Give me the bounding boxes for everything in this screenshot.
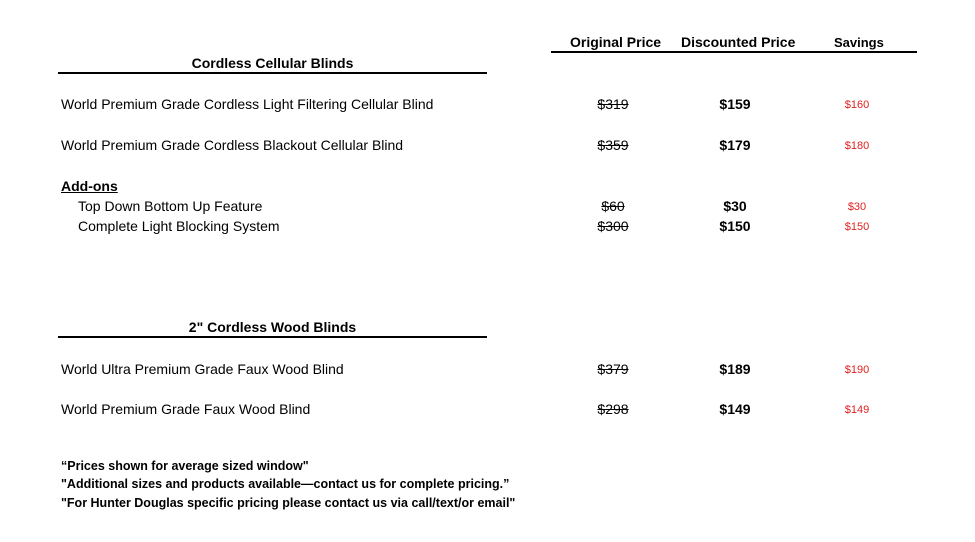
discounted-price: $150 bbox=[719, 218, 751, 234]
addon-name: Top Down Bottom Up Feature bbox=[78, 198, 263, 214]
original-price: $300 bbox=[597, 218, 629, 234]
discounted-price: $179 bbox=[719, 137, 751, 153]
discounted-price-header: Discounted Price bbox=[681, 34, 796, 50]
original-price: $359 bbox=[597, 137, 629, 153]
savings-amount: $150 bbox=[844, 221, 870, 233]
original-price-header: Original Price bbox=[570, 34, 662, 50]
original-price: $379 bbox=[597, 361, 629, 377]
product-name: World Premium Grade Cordless Light Filtering Cellular Blind bbox=[61, 96, 434, 112]
original-price: $319 bbox=[597, 96, 629, 112]
savings-amount: $30 bbox=[847, 201, 867, 213]
product-name: World Ultra Premium Grade Faux Wood Blind bbox=[61, 361, 344, 377]
header-underline bbox=[551, 51, 917, 53]
addons-heading: Add-ons bbox=[61, 178, 118, 194]
wood-section-underline bbox=[58, 336, 487, 338]
discounted-price: $30 bbox=[723, 198, 747, 214]
savings-amount: $149 bbox=[844, 404, 870, 416]
savings-amount: $190 bbox=[844, 364, 870, 376]
original-price: $298 bbox=[597, 401, 629, 417]
cellular-section-underline bbox=[58, 72, 487, 74]
wood-section-title: 2" Cordless Wood Blinds bbox=[188, 319, 357, 335]
product-name: World Premium Grade Faux Wood Blind bbox=[61, 401, 311, 417]
footnote-additional-sizes: "Additional sizes and products available—contact us for complete pricing.” bbox=[61, 477, 510, 491]
footnote-hunter-douglas: "For Hunter Douglas specific pricing please contact us via call/text/or email" bbox=[61, 496, 516, 510]
discounted-price: $189 bbox=[719, 361, 751, 377]
cellular-section-title: Cordless Cellular Blinds bbox=[191, 55, 354, 71]
footnote-average-window: “Prices shown for average sized window" bbox=[61, 459, 309, 473]
product-name: World Premium Grade Cordless Blackout Cellular Blind bbox=[61, 137, 404, 153]
addon-name: Complete Light Blocking System bbox=[78, 218, 280, 234]
original-price: $60 bbox=[601, 198, 625, 214]
savings-amount: $160 bbox=[844, 99, 870, 111]
discounted-price: $149 bbox=[719, 401, 751, 417]
discounted-price: $159 bbox=[719, 96, 751, 112]
savings-header: Savings bbox=[834, 35, 884, 50]
savings-amount: $180 bbox=[844, 140, 870, 152]
